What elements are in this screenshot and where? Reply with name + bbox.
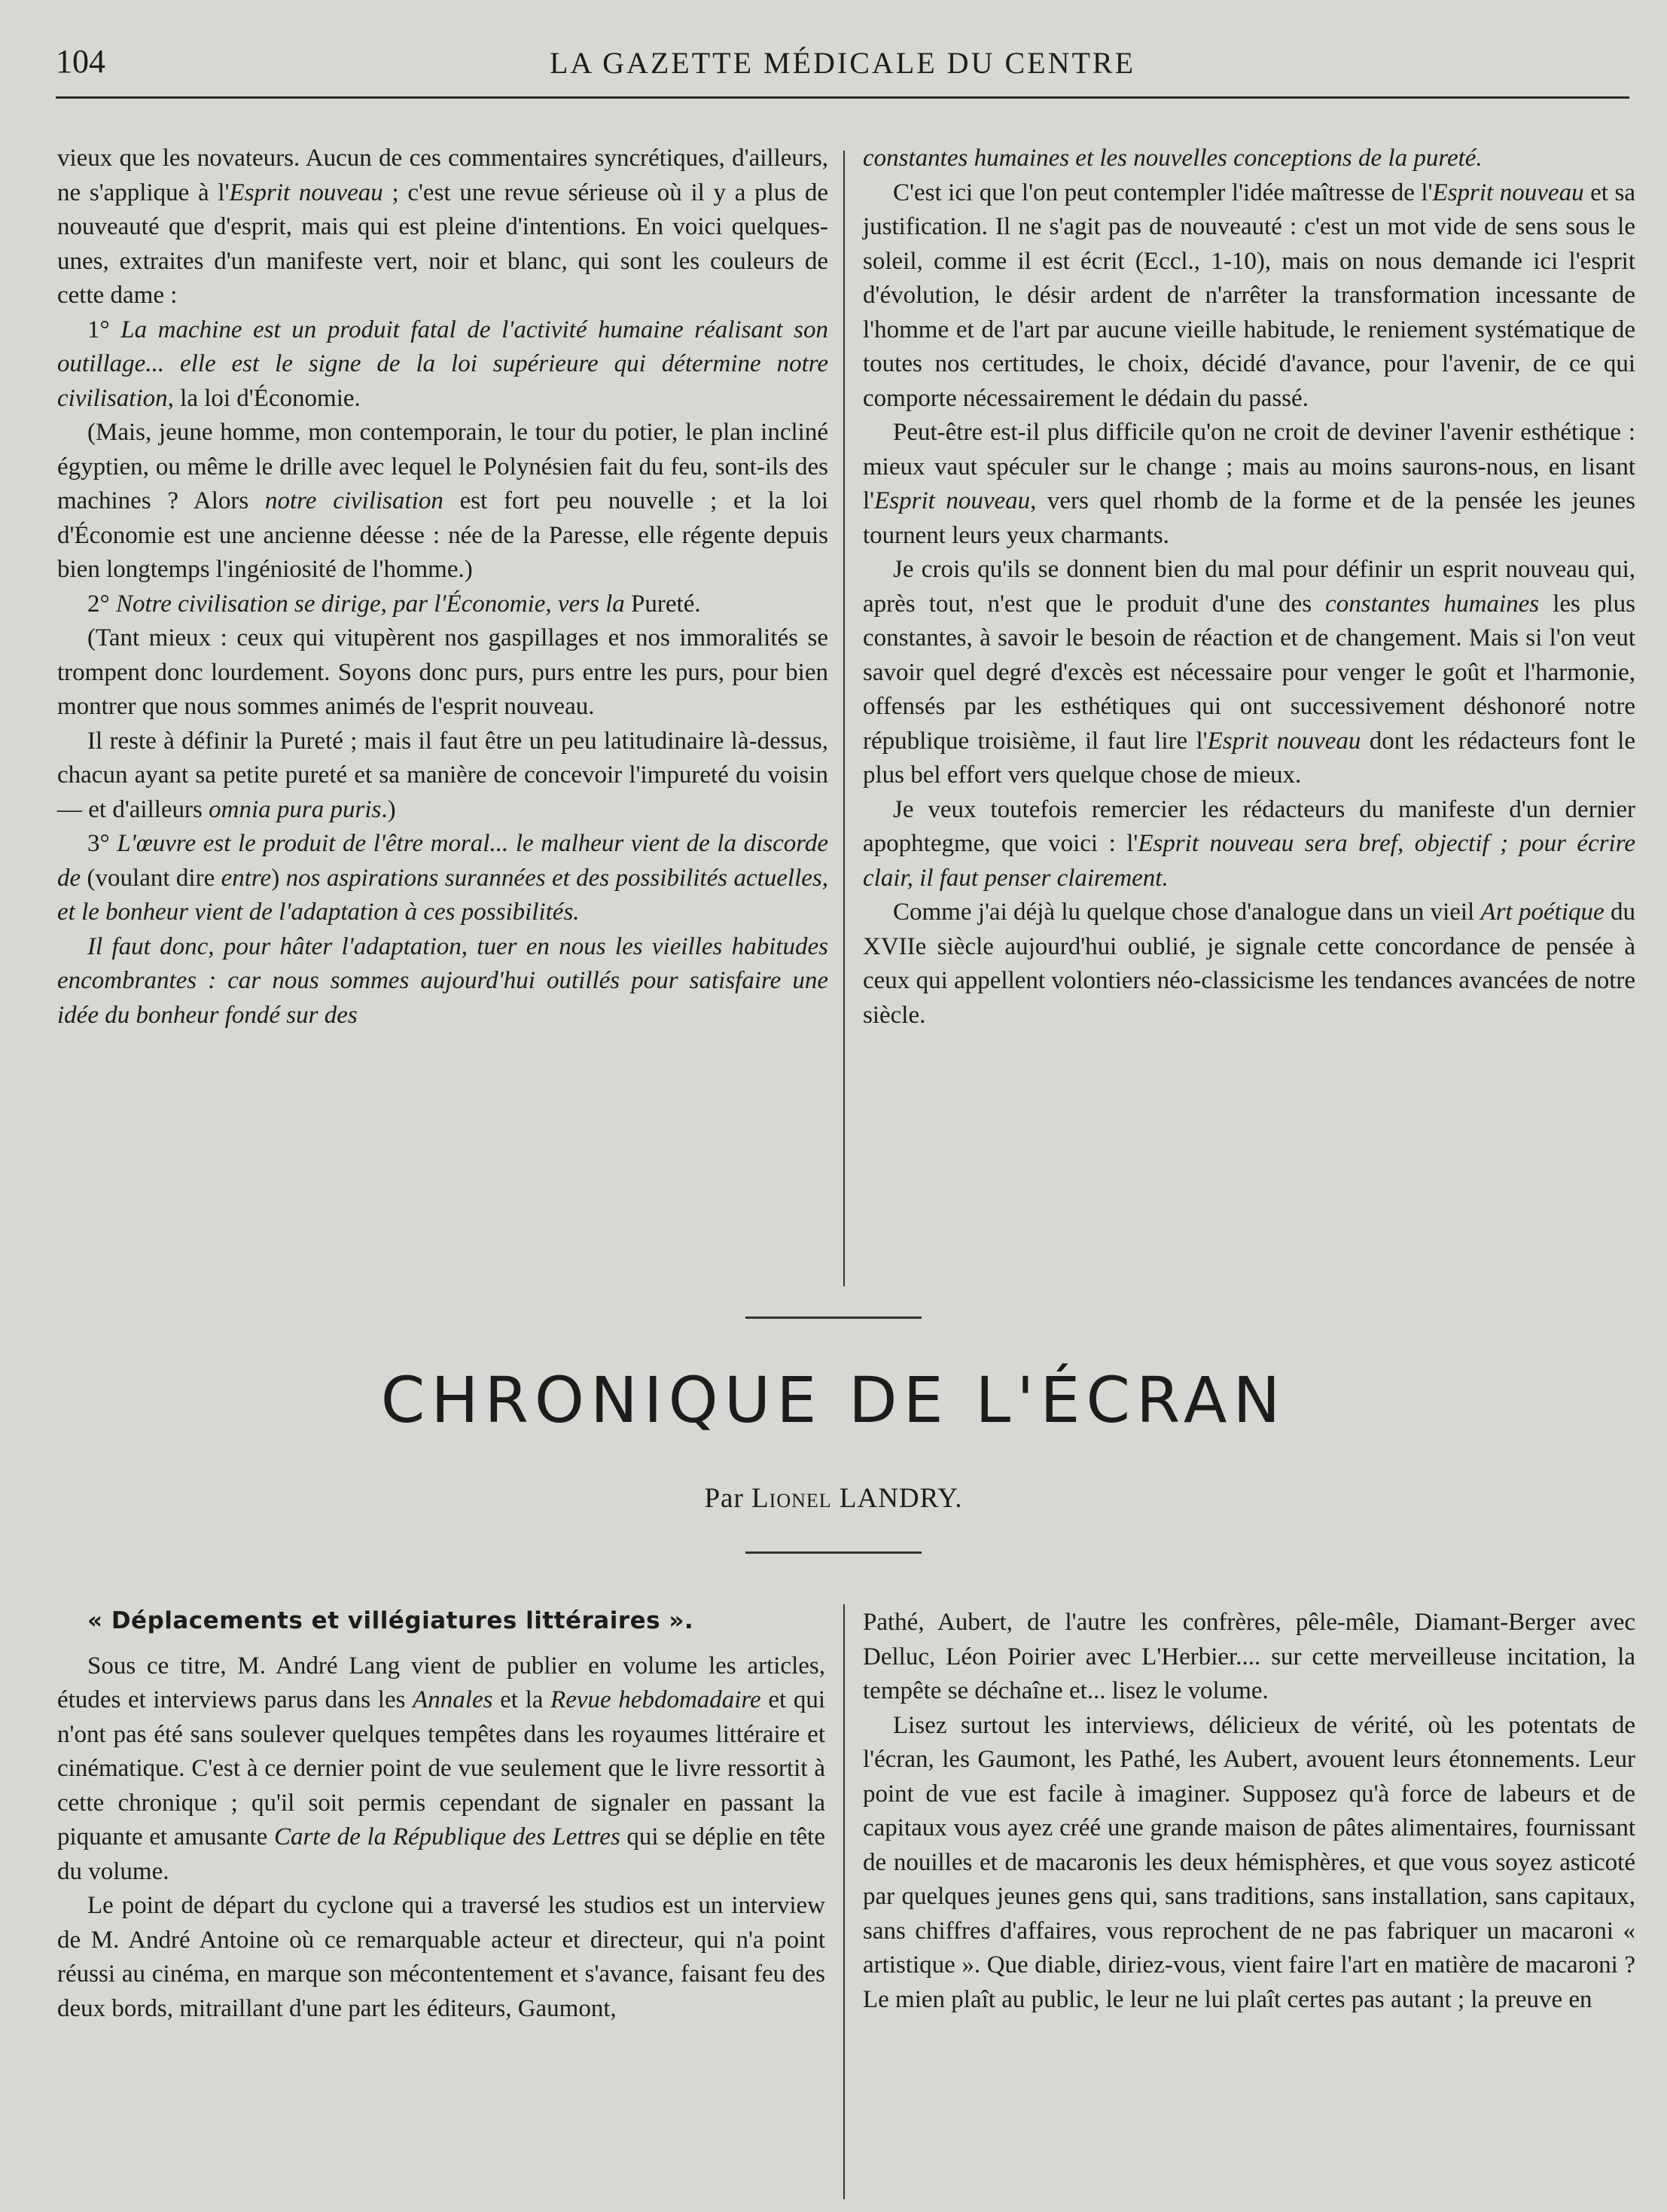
paragraph: Lisez surtout les interviews, délicieux de vérité, où les potentats de l'écran, les Gaumont, les Pathé, les Aubert, avouent leurs étonnements. Leur point de vue est facile à imaginer. Supposez qu'à force de labeurs et de capitaux vous ayez créé une grande maison de pâtes alimentaires, fournissant de nouilles et de macaronis les deux hémisphères, et que vous soyez asticoté par quelques jeunes gens qui, sans traditions, sans installation, sans capitaux, sans chiffres d'affaires, vous reprochent de ne pas fabriquer un macaroni « artistique ». Que diable, diriez-vous, vient faire l'art en matière de macaroni ? Le mien plaît au public, le leur ne lui plaît certes pas autant ; la preuve en (863, 1711, 1635, 2013)
paragraph: 2° Notre civilisation se dirige, par l'Économie, vers la Pureté. (87, 590, 701, 618)
article-subhead: « Déplacements et villégiatures littéraires ». (87, 1607, 694, 1634)
paragraph: Comme j'ai déjà lu quelque chose d'analogue dans un vieil Art poétique du XVIIe siècle aujourd'hui oublié, je signale cette concordance de pensée à ceux qui appellent volontiers néo-classicisme les tendances avancées de notre siècle. (863, 899, 1635, 1029)
column-divider (843, 1604, 845, 2199)
column-divider (843, 151, 845, 1286)
page-number: 104 (56, 43, 105, 80)
paragraph: 3° L'œuvre est le produit de l'être moral... le malheur vient de la discorde de (voulant dire entre) nos aspirations surannées et des possibilités actuelles, et le bonheur vient de l'adaptation à ces possibilités. (57, 830, 829, 926)
running-title: LA GAZETTE MÉDICALE DU CENTRE (549, 46, 1135, 80)
paragraph: constantes humaines et les nouvelles conceptions de la pureté. (863, 145, 1483, 172)
paragraph: (Mais, jeune homme, mon contemporain, le tour du potier, le plan incliné égyptien, ou même le drille avec lequel le Polynésien fait du feu, sont-ils des machines ? Alors notre civilisation est fort peu nouvelle ; et la loi d'Économie est une ancienne déesse : née de la Paresse, elle régente depuis bien longtemps l'ingéniosité de l'homme.) (57, 419, 828, 583)
column-top-right (863, 142, 1635, 1033)
section-rule-top (745, 1317, 922, 1319)
paragraph: Sous ce titre, M. André Lang vient de publier en volume les articles, études et interviews parus dans les Annales et la Revue hebdomadaire et qui n'ont pas été sans soulever quelques tempêtes dans les royaumes littéraire et cinématique. C'est à ce dernier point de vue seulement que le livre ressortit à cette chronique ; qu'il soit permis cependant de signaler en passant la piquante et amusante Carte de la République des Lettres qui se déplie en tête du volume. (57, 1652, 826, 1885)
byline: Par Lionel LANDRY. (704, 1483, 963, 1514)
page-header (56, 39, 1629, 84)
paragraph: Je veux toutefois remercier les rédacteurs du manifeste d'un dernier apophtegme, que voici : l'Esprit nouveau sera bref, objectif ; pour écrire clair, il faut penser clairement. (863, 795, 1635, 892)
paragraph: vieux que les novateurs. Aucun de ces commentaires syncrétiques, d'ailleurs, ne s'applique à l'Esprit nouveau ; c'est une revue sérieuse où il y a plus de nouveauté que d'esprit, mais qui est pleine d'intentions. En voici quelques-unes, extraites d'un manifeste vert, noir et blanc, qui sont les couleurs de cette dame : (57, 145, 828, 309)
section-title: CHRONIQUE DE L'ÉCRAN (380, 1363, 1287, 1437)
paragraph: 1° La machine est un produit fatal de l'activité humaine réalisant son outillage... elle est le signe de la loi supérieure qui détermine notre civilisation, la loi d'Économie. (57, 316, 828, 412)
paragraph: Il reste à définir la Pureté ; mais il faut être un peu latitudinaire là-dessus, chacun ayant sa petite pureté et sa manière de concevoir l'impureté du voisin — et d'ailleurs omnia pura puris.) (57, 727, 828, 823)
paragraph: C'est ici que l'on peut contempler l'idée maîtresse de l'Esprit nouveau et sa justification. Il ne s'agit pas de nouveauté : c'est un mot vide de sens sous le soleil, comme il est écrit (Eccl., 1-10), mais on nous demande ici l'esprit d'évolution, le désir ardent de n'arrêter la transformation incessante de l'homme et de l'art par aucune vieille habitude, le reniement systématique de toutes nos certitudes, le choix, décidé d'avance, pour l'avenir, de ce qui comporte nécessairement le dédain du passé. (863, 178, 1635, 412)
paragraph: Il faut donc, pour hâter l'adaptation, tuer en nous les vieilles habitudes encombrantes : car nous sommes aujourd'hui outillés pour satisfaire une idée du bonheur fondé sur des (57, 932, 828, 1029)
section-rule-bottom (745, 1551, 922, 1554)
column-bottom-left (57, 1604, 825, 2026)
column-top-left (57, 142, 828, 1033)
paragraph: Le point de départ du cyclone qui a traversé les studios est un interview de M. André Antoine où ce remarquable acteur et directeur, qui n'a point réussi au cinéma, en marque son mécontentement et s'avance, faisant feu des deux bords, mitraillant d'une part les éditeurs, Gaumont, (57, 1892, 825, 2022)
header-rule (56, 96, 1629, 99)
paragraph: (Tant mieux : ceux qui vitupèrent nos gaspillages et nos immoralités se trompent donc lourdement. Soyons donc purs, purs entre les purs, pour bien montrer que nous sommes animés de l'esprit nouveau. (57, 624, 828, 720)
paragraph: Pathé, Aubert, de l'autre les confrères, pêle-mêle, Diamant-Berger avec Delluc, Léon Poirier avec L'Herbier.... sur cette merveilleuse incitation, la tempête se déchaîne et... lisez le volume. (863, 1609, 1635, 1704)
column-bottom-right (863, 1606, 1635, 2017)
paragraph: Je crois qu'ils se donnent bien du mal pour définir un esprit nouveau qui, après tout, n'est que le produit d'une des constantes humaines les plus constantes, à savoir le besoin de réaction et de changement. Mais si l'on veut savoir quel degré d'excès est nécessaire pour venger le goût et l'harmonie, offensés par les esthétiques qui ont successivement déshonoré notre république troisième, il faut lire l'Esprit nouveau dont les rédacteurs font le plus bel effort vers quelque chose de mieux. (863, 556, 1636, 789)
paragraph: Peut-être est-il plus difficile qu'on ne croit de deviner l'avenir esthétique : mieux vaut spéculer sur le change ; mais au moins saurons-nous, en lisant l'Esprit nouveau, vers quel rhomb de la forme et de la pensée les jeunes tournent leurs yeux charmants. (863, 419, 1635, 549)
